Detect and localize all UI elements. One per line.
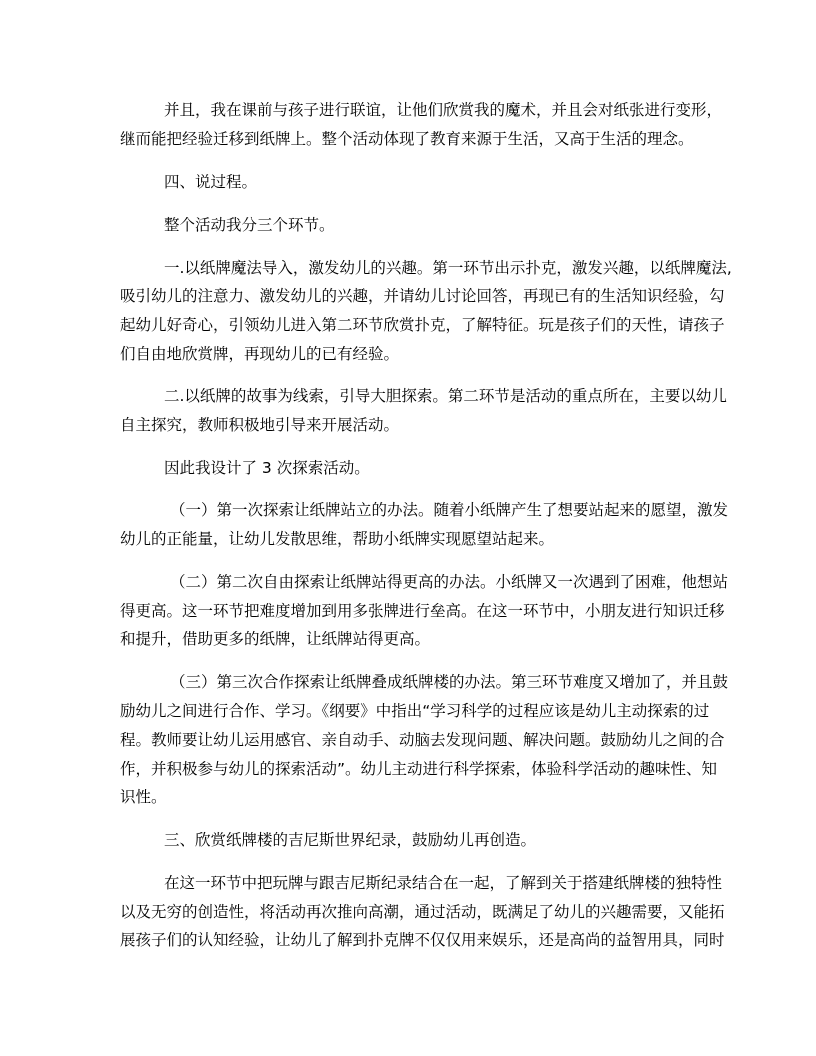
paragraph-line: 们自由地欣赏牌，再现幼儿的已有经验。: [120, 345, 400, 363]
paragraph-line: 一.以纸牌魔法导入，激发幼儿的兴趣。第一环节出示扑克，激发兴趣，以纸牌魔法,: [164, 259, 732, 277]
paragraph-line: 起幼儿好奇心，引领幼儿进入第二环节欣赏扑克，了解特征。玩是孩子们的天性，请孩子: [120, 316, 725, 334]
paragraph-line: （三）第三次合作探索让纸牌叠成纸牌楼的办法。第三环节难度又增加了，并且鼓: [170, 673, 729, 691]
paragraph-line: 并且，我在课前与孩子进行联谊，让他们欣赏我的魔术，并且会对纸张进行变形，: [164, 101, 723, 119]
paragraph-line: 自主探究，教师积极地引导来开展活动。: [120, 416, 400, 434]
paragraph-line: 吸引幼儿的注意力、激发幼儿的兴趣，并请幼儿讨论回答，再现已有的生活知识经验，勾: [120, 287, 725, 305]
paragraph-line: 幼儿的正能量，让幼儿发散思维，帮助小纸牌实现愿望站起来。: [120, 530, 555, 548]
paragraph-line: （一）第一次探索让纸牌站立的办法。随着小纸牌产生了想要站起来的愿望，激发: [170, 501, 729, 519]
paragraph-line: 和提升，借助更多的纸牌，让纸牌站得更高。: [120, 630, 431, 648]
paragraph-line: 识性。: [120, 788, 167, 806]
paragraph-line: 因此我设计了 3 次探索活动。: [164, 459, 370, 477]
section-heading: 四、说过程。: [164, 173, 258, 191]
paragraph-line: 继而能把经验迁移到纸牌上。整个活动体现了教育来源于生活，又高于生活的理念。: [120, 130, 694, 148]
paragraph-line: 以及无穷的创造性，将活动再次推向高潮，通过活动，既满足了幼儿的兴趣需要，又能拓: [120, 903, 725, 921]
paragraph-line: 励幼儿之间进行合作、学习。《纲要》中指出“学习科学的过程应该是幼儿主动探索的过: [120, 702, 710, 720]
paragraph-line: 得更高。这一环节把难度增加到用多张牌进行垒高。在这一环节中，小朋友进行知识迁移: [120, 602, 725, 620]
paragraph-line: 程。教师要让幼儿运用感官、亲自动手、动脑去发现问题、解决问题。鼓励幼儿之间的合: [120, 731, 725, 749]
paragraph-line: 整个活动我分三个环节。: [164, 216, 335, 234]
paragraph-line: 展孩子们的认知经验，让幼儿了解到扑克牌不仅仅用来娱乐，还是高尚的益智用具，同时: [120, 931, 725, 949]
section-heading: 三、欣赏纸牌楼的吉尼斯世界纪录，鼓励幼儿再创造。: [164, 831, 537, 849]
paragraph-line: （二）第二次自由探索让纸牌站得更高的办法。小纸牌又一次遇到了困难，他想站: [170, 573, 729, 591]
paragraph-line: 在这一环节中把玩牌与跟吉尼斯纪录结合在一起，了解到关于搭建纸牌楼的独特性: [164, 874, 723, 892]
paragraph-line: 二.以纸牌的故事为线索，引导大胆探索。第二环节是活动的重点所在，主要以幼儿: [164, 387, 727, 405]
paragraph-line: 作，并积极参与幼儿的探索活动”。幼儿主动进行科学探索，体验科学活动的趣味性、知: [120, 760, 718, 778]
